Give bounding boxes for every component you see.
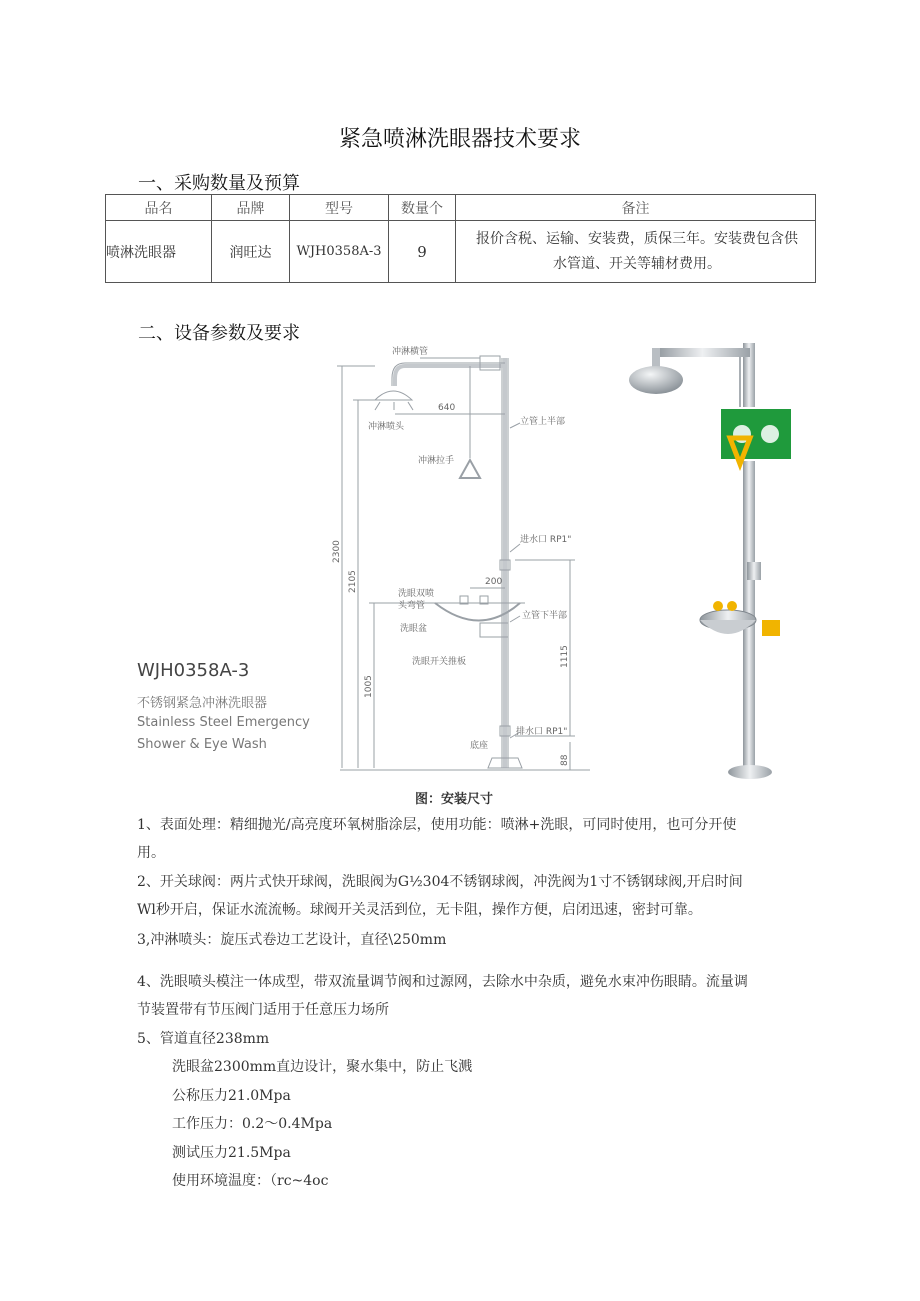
spec-line: 使用环境温度：（rc~4oc: [172, 1173, 329, 1189]
label-shower-pipe: 冲淋横管: [392, 347, 429, 357]
dim-label-2300: 2300: [332, 540, 342, 563]
dim-label-640: 640: [438, 403, 456, 413]
pipe-horizontal: [655, 348, 750, 357]
procurement-table: [105, 194, 816, 283]
figure-name-en: Stainless Steel Emergency: [137, 715, 310, 730]
section-heading-specs: 二、设备参数及要求: [138, 323, 300, 344]
table-row: [106, 221, 816, 283]
dim-label-2105: 2105: [348, 570, 358, 593]
label-shower-head: 冲淋喷头: [368, 422, 405, 432]
eye-basin-shape: [435, 603, 520, 621]
label-base: 底座: [470, 741, 489, 751]
spray-line: [408, 402, 413, 410]
header-cell: 备注: [456, 195, 816, 221]
paragraph-line: 节装置带有节压阀门适用于任意压力场所: [137, 1002, 389, 1018]
spec-line: 工作压力：0.2～0.4Mpa: [172, 1116, 333, 1132]
spec-line: 测试压力21.5Mpa: [172, 1145, 291, 1161]
spec-line: 洗眼盆2300mm直边设计，聚水集中，防止飞溅: [172, 1059, 473, 1075]
page-title: 紧急喷淋洗眼器技术要求: [338, 127, 581, 152]
dim-label-1115: 1115: [560, 645, 570, 668]
leader-line: [510, 423, 520, 428]
paragraph-line: 1、表面处理：精细抛光/高亮度环氧树脂涂层，使用功能：喷淋+洗眼，可同时使用，也可分开使: [137, 817, 737, 833]
figure-caption: 图：安装尺寸: [415, 792, 494, 807]
label-outlet: 排水口 RP1": [516, 727, 568, 737]
dim-label-1005: 1005: [364, 675, 374, 698]
paragraph-line: 3,冲淋喷头：旋压式卷边工艺设计，直径\250mm: [137, 932, 447, 948]
cell-note: [456, 221, 816, 283]
dim-label-88: 88: [560, 754, 570, 766]
label-lower-pipe: 立管下半部: [522, 611, 568, 621]
cell-model: WJH0358A-3: [290, 221, 389, 283]
sign-figure: [761, 425, 779, 443]
leader-line: [510, 544, 520, 552]
header-cell: 型号: [290, 195, 389, 221]
cell-brand: 润旺达: [212, 221, 290, 283]
paragraph-line: 5、管道直径238mm: [137, 1031, 270, 1047]
note-line: 水管道、开关等辅材费用。: [553, 255, 721, 272]
paragraph-line: 2、开关球阀：两片式快开球阀，洗眼阀为G½304不锈钢球阀，冲洗阀为1寸不锈钢球阀,开启时间: [137, 874, 743, 890]
paragraph-line: Wl秒开启，保证水流流畅。球阀开关灵活到位，无卡阻，操作方便，启闭迅速，密封可靠。: [137, 902, 702, 918]
label-eyewash-nozzle: 头弯管: [398, 601, 426, 611]
label-inlet: 进水口 RP1": [520, 535, 572, 545]
base-photo: [728, 765, 772, 779]
label-push-plate: 洗眼开关推板: [412, 657, 467, 667]
valve-photo: [747, 562, 761, 580]
paragraph-line: 4、洗眼喷头模注一体成型，带双流量调节阀和过源网，去除水中杂质，避免水束冲伤眼睛。流量调: [137, 974, 748, 990]
leader-line: [510, 616, 520, 622]
spec-line: 公称压力21.0Mpa: [172, 1088, 291, 1104]
label-eye-basin: 洗眼盆: [400, 624, 428, 634]
shower-pipe: [395, 366, 505, 386]
figure-name-en: Shower & Eye Wash: [137, 737, 267, 752]
installation-drawing: [320, 338, 600, 783]
cell-qty: 9: [389, 221, 456, 283]
table-header-row: [106, 195, 816, 221]
shower-head-shape: [375, 391, 412, 400]
section-heading-procurement: 一、采购数量及预算: [138, 173, 300, 194]
dim-label-200: 200: [485, 577, 503, 587]
label-eyewash-nozzle: 洗眼双喷: [398, 589, 435, 599]
header-cell: 品名: [106, 195, 212, 221]
figure-model: WJH0358A-3: [137, 660, 250, 681]
spray-line: [375, 402, 380, 410]
header-cell: 品牌: [212, 195, 290, 221]
note-line: 报价含税、运输、安装费，质保三年。安装费包含供: [476, 230, 798, 247]
paragraph-line: 用。: [137, 845, 165, 861]
pipe-vertical: [743, 343, 755, 768]
emergency-sign: [720, 408, 792, 460]
header-cell: 数量个: [389, 195, 456, 221]
label-pull-handle: 冲淋拉手: [418, 456, 455, 466]
push-plate-photo: [762, 620, 780, 636]
pull-handle-shape: [460, 460, 480, 478]
eye-nozzle-cap: [727, 601, 737, 611]
cell-name: 喷淋洗眼器: [106, 221, 212, 283]
label-upper-pipe: 立管上半部: [520, 417, 566, 427]
product-photo: [600, 338, 810, 788]
figure-name-cn: 不锈钢紧急冲淋洗眼器: [137, 696, 268, 711]
eye-nozzle-cap: [713, 601, 723, 611]
shower-head-photo: [629, 366, 683, 394]
